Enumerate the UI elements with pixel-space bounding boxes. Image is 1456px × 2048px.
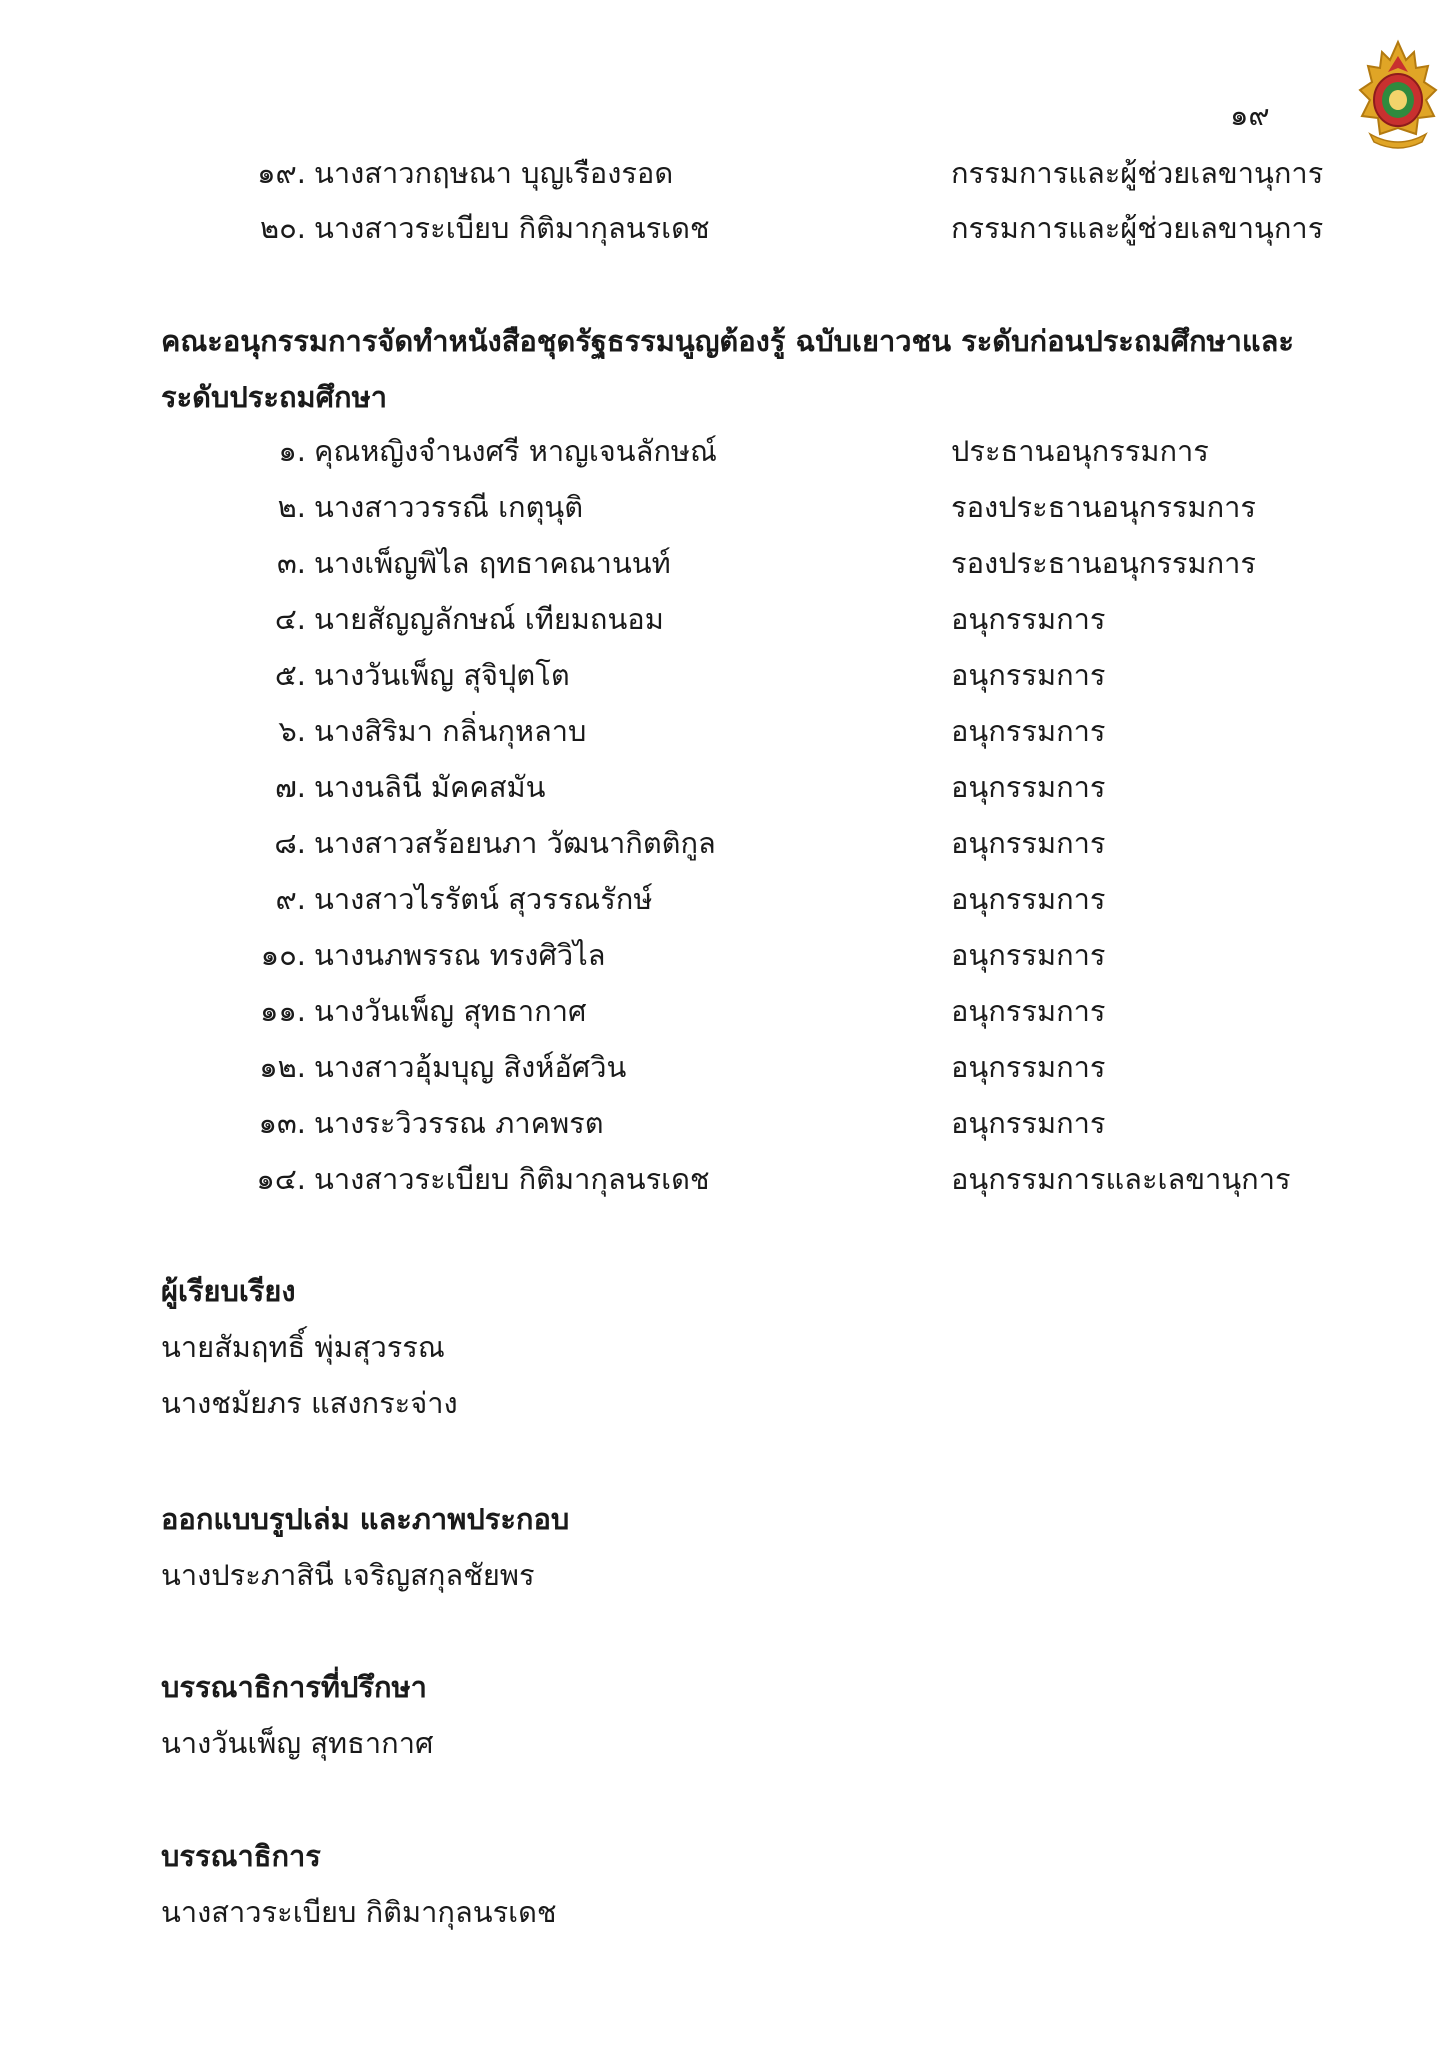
subcommittee-member-number-text: ๗. [274,770,306,804]
subcommittee-member-role: อนุกรรมการ [951,1050,1106,1084]
committee-member-role: กรรมการและผู้ช่วยเลขานุการ [951,211,1324,245]
subcommittee-member-role: ประธานอนุกรรมการ [951,434,1209,468]
subcommittee-member-name: นางสาวสร้อยนภา วัฒนากิตติกูล [314,826,716,860]
subcommittee-member-role: รองประธานอนุกรรมการ [951,490,1257,524]
committee-member-name: นางสาวระเบียบ กิติมากุลนรเดช [314,211,710,245]
subcommittee-member-number-text: ๘. [274,826,306,860]
section-heading: บรรณาธิการ [161,1839,321,1873]
subcommittee-member-role: อนุกรรมการและเลขานุการ [951,1162,1291,1196]
subcommittee-member-name: คุณหญิงจำนงศรี หาญเจนลักษณ์ [314,434,717,468]
section-heading: ผู้เรียบเรียง [161,1274,296,1308]
subcommittee-member-role: อนุกรรมการ [951,938,1106,972]
subcommittee-member-role: อนุกรรมการ [951,882,1106,916]
section-heading: ออกแบบรูปเล่ม และภาพประกอบ [161,1502,570,1536]
subcommittee-member-name: นางสาววรรณี เกตุนุติ [314,490,584,524]
subcommittee-member-number-text: ๕. [274,658,306,692]
subcommittee-member-number-text: ๒. [277,490,306,524]
subcommittee-member-number-text: ๑๔. [256,1162,306,1196]
subcommittee-member-number-text: ๙. [275,882,306,916]
committee-member-number-text: ๑๙. [257,156,306,190]
subcommittee-member-name: นางสาวอุ้มบุญ สิงห์อัศวิน [314,1050,627,1084]
subcommittee-member-name: นางวันเพ็ญ สุทธากาศ [314,994,587,1028]
subcommittee-member-role: อนุกรรมการ [951,1106,1106,1140]
subcommittee-member-number-text: ๑๐. [260,938,306,972]
committee-member-name: นางสาวกฤษณา บุญเรืองรอด [314,156,674,190]
subcommittee-member-name: นางสาวไรรัตน์ สุวรรณรักษ์ [314,882,653,916]
credit-name: นางประภาสินี เจริญสกุลชัยพร [161,1558,535,1592]
subcommittee-title-line1: คณะอนุกรรมการจัดทำหนังสือชุดรัฐธรรมนูญต้องรู้ ฉบับเยาวชน ระดับก่อนประถมศึกษาและ [161,324,1294,358]
subcommittee-member-name: นายสัญญลักษณ์ เทียมถนอม [314,602,664,636]
subcommittee-member-number-text: ๑๓. [258,1106,306,1140]
subcommittee-member-name: นางสิริมา กลิ่นกุหลาบ [314,714,587,748]
section-heading: บรรณาธิการที่ปรึกษา [161,1670,427,1704]
committee-member-role: กรรมการและผู้ช่วยเลขานุการ [951,156,1324,190]
ministry-emblem-logo [1356,38,1440,150]
subcommittee-member-name: นางสาวระเบียบ กิติมากุลนรเดช [314,1162,710,1196]
subcommittee-member-number-text: ๖. [278,714,306,748]
subcommittee-member-number-text: ๑๑. [259,994,306,1028]
subcommittee-member-role: อนุกรรมการ [951,602,1106,636]
subcommittee-member-role: อนุกรรมการ [951,714,1106,748]
committee-member-number-text: ๒๐. [259,211,306,245]
subcommittee-member-role: อนุกรรมการ [951,770,1106,804]
subcommittee-member-name: นางระวิวรรณ ภาคพรต [314,1106,604,1140]
page-number: ๑๙ [1230,98,1270,132]
credit-name: นางสาวระเบียบ กิติมากุลนรเดช [161,1895,557,1929]
subcommittee-member-name: นางนภพรรณ ทรงศิวิไล [314,938,606,972]
subcommittee-title-line2: ระดับประถมศึกษา [161,380,387,414]
subcommittee-member-name: นางวันเพ็ญ สุจิปุตโต [314,658,570,692]
subcommittee-member-name: นางเพ็ญพิไล ฤทธาคณานนท์ [314,546,671,580]
subcommittee-member-role: อนุกรรมการ [951,994,1106,1028]
credit-name: นางชมัยภร แสงกระจ่าง [161,1386,458,1420]
subcommittee-member-number-text: ๑. [278,434,306,468]
subcommittee-member-number-text: ๑๒. [259,1050,306,1084]
credit-name: นายสัมฤทธิ์ พุ่มสุวรรณ [161,1330,445,1364]
subcommittee-member-name: นางนลินี มัคคสมัน [314,770,546,804]
subcommittee-member-role: อนุกรรมการ [951,826,1106,860]
subcommittee-member-number-text: ๓. [276,546,306,580]
subcommittee-member-role: อนุกรรมการ [951,658,1106,692]
subcommittee-member-role: รองประธานอนุกรรมการ [951,546,1257,580]
subcommittee-member-number-text: ๔. [274,602,306,636]
credit-name: นางวันเพ็ญ สุทธากาศ [161,1726,434,1760]
